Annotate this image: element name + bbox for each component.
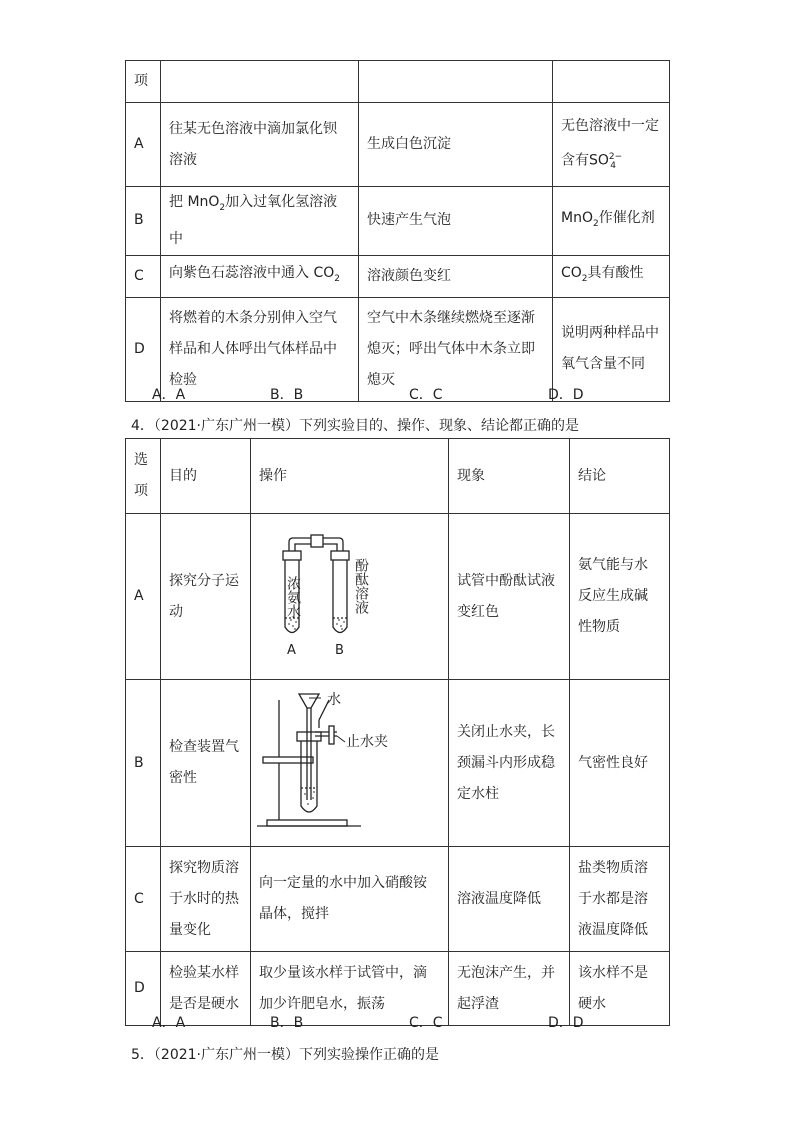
conclusion-cell: 说明两种样品中氧气含量不同 [553, 297, 670, 401]
phenomenon-cell: 无泡沫产生，并起浮渣 [449, 952, 570, 1026]
tube-b-label: B [335, 643, 344, 658]
conclusion-cell: 氨气能与水反应生成碱性物质 [570, 514, 670, 680]
operation-cell: 往某无色溶液中滴加氯化钡溶液 [161, 103, 359, 187]
row-label: D [126, 952, 161, 1026]
q5-stem: 5．（2021·广东广州一模）下列实验操作正确的是 [131, 1047, 439, 1063]
purpose-cell: 探究分子运动 [161, 514, 251, 680]
operation-cell: 把 MnO$_2$加入过氧化氢溶液中 [161, 187, 359, 256]
phenomenon-cell: 关闭止水夹，长颈漏斗内形成稳定水柱 [449, 680, 570, 847]
tube-a-label: A [287, 643, 296, 658]
phenolphthalein-label: 酚酞溶液 [353, 558, 369, 614]
row-label: D [126, 297, 161, 401]
option-c[interactable]: C．C [409, 387, 443, 403]
operation-cell: 向一定量的水中加入硝酸铵晶体，搅拌 [251, 847, 449, 952]
header-item-partial: 项 [134, 73, 148, 89]
conclusion-cell: 该水样不是硬水 [570, 952, 670, 1026]
conclusion-cell: MnO$_2$作催化剂 [553, 187, 670, 256]
table-header-row [126, 439, 670, 514]
operation-cell: 将燃着的木条分别伸入空气样品和人体呼出气体样品中检验 [161, 297, 359, 401]
q4-stem: 4．（2021·广东广州一模）下列实验目的、操作、现象、结论都正确的是 [131, 418, 579, 434]
conclusion-cell: 盐类物质溶于水都是溶液温度降低 [570, 847, 670, 952]
airtightness-diagram [251, 680, 448, 834]
table-row [126, 61, 670, 103]
option-b[interactable]: B．B [270, 1015, 304, 1031]
water-label: 水 [327, 692, 341, 708]
table-row [126, 187, 670, 256]
purpose-cell: 检查装置气密性 [161, 680, 251, 847]
conc-ammonia-label: 浓氨水 [259, 576, 301, 592]
table-row [126, 255, 670, 297]
option-d[interactable]: D．D [548, 387, 584, 403]
phenomenon-cell: 生成白色沉淀 [359, 103, 553, 187]
header-operation: 操作 [251, 439, 449, 514]
operation-cell: 向紫色石蕊溶液中通入 $CO_2$ [161, 255, 359, 297]
conclusion-cell: $CO_2$具有酸性 [553, 255, 670, 297]
q4-table [125, 438, 670, 1026]
conclusion-cell: 气密性良好 [570, 680, 670, 847]
phenomenon-cell: 空气中木条继续燃烧至逐渐熄灭；呼出气体中木条立即熄灭 [359, 297, 553, 401]
water-clamp-label: 止水夹 [346, 734, 388, 750]
row-label: C [126, 255, 161, 297]
q3-table [125, 60, 670, 402]
row-label: A [126, 514, 161, 680]
option-b[interactable]: B．B [270, 387, 304, 403]
row-label: B [126, 187, 161, 256]
table-row [126, 952, 670, 1026]
table-row [126, 514, 670, 680]
option-d[interactable]: D．D [548, 1015, 584, 1031]
option-a[interactable]: A．A [152, 1015, 186, 1031]
table-row [126, 103, 670, 187]
row-label: B [126, 680, 161, 847]
row-label: C [126, 847, 161, 952]
purpose-cell: 检验某水样是否是硬水 [161, 952, 251, 1026]
table-row [126, 847, 670, 952]
row-label: A [126, 103, 161, 187]
phenomenon-cell: 快速产生气泡 [359, 187, 553, 256]
conclusion-cell: 无色溶液中一定含有$SO^{2-}_4$ [553, 103, 670, 187]
table-row [126, 297, 670, 401]
header-cell [126, 61, 161, 103]
ammonia-diffusion-diagram [251, 514, 448, 667]
option-c[interactable]: C．C [409, 1015, 443, 1031]
table-row [126, 680, 670, 847]
operation-cell: 取少量该水样于试管中，滴加少许肥皂水，振荡 [251, 952, 449, 1026]
header-item: 选项 [126, 439, 161, 514]
phenomenon-cell: 溶液温度降低 [449, 847, 570, 952]
header-conclusion: 结论 [570, 439, 670, 514]
header-purpose: 目的 [161, 439, 251, 514]
phenomenon-cell: 试管中酚酞试液变红色 [449, 514, 570, 680]
operation-figure-cell [251, 680, 449, 847]
purpose-cell: 探究物质溶于水时的热量变化 [161, 847, 251, 952]
operation-figure-cell [251, 514, 449, 680]
header-phenomenon: 现象 [449, 439, 570, 514]
option-a[interactable]: A．A [152, 387, 186, 403]
phenomenon-cell: 溶液颜色变红 [359, 255, 553, 297]
